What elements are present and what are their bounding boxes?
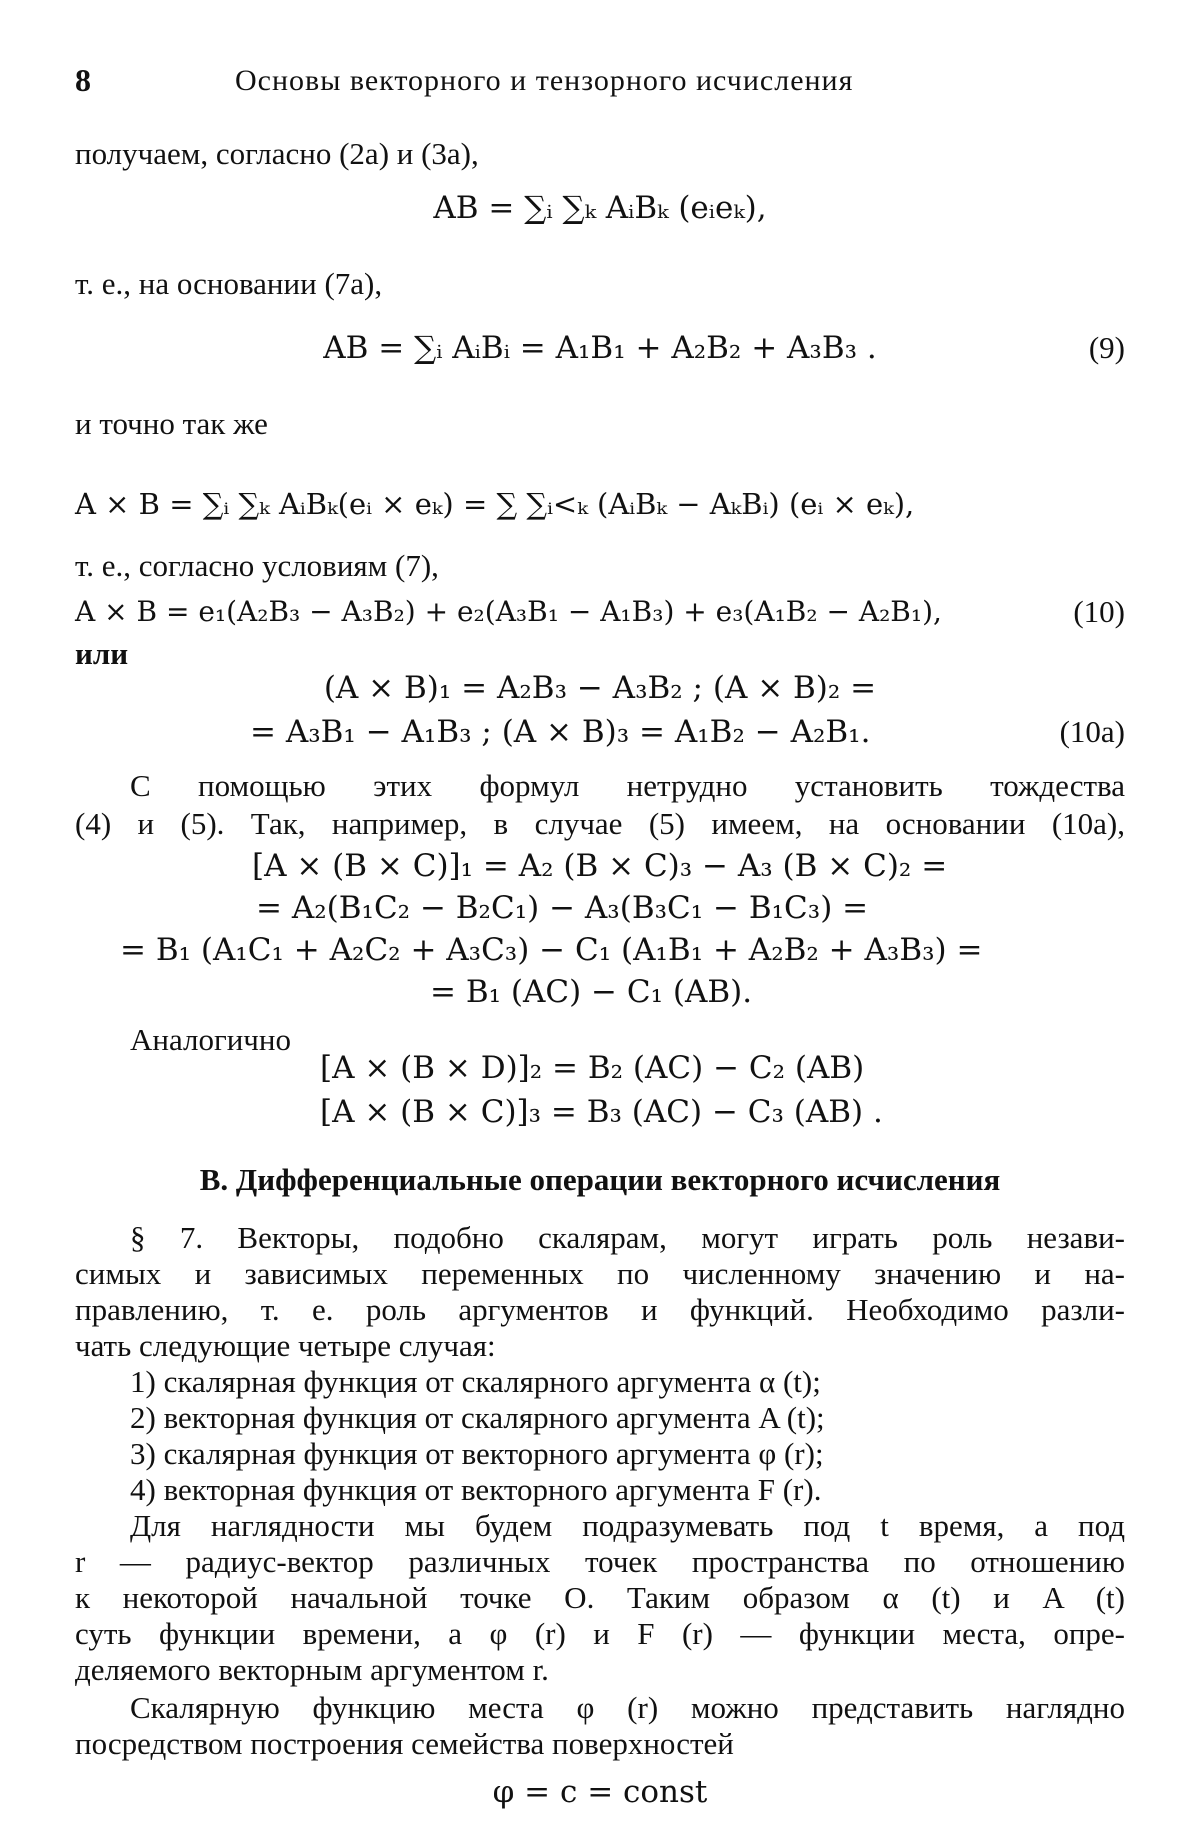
list-item: 3) скалярная функция от векторного аргумента φ (r);	[130, 1436, 824, 1471]
text-line: т. е., согласно условиям (7),	[75, 548, 439, 583]
equation: [A × (B × D)]₂ = B₂ (AC) − C₂ (AB)	[320, 1050, 865, 1086]
equation: = A₂(B₁C₂ − B₂C₁) − A₃(B₃C₁ − B₁C₃) =	[256, 890, 869, 926]
equation: = A₃B₁ − A₁B₃ ; (A × B)₃ = A₁B₂ − A₂B₁.	[250, 714, 871, 750]
page-number: 8	[75, 62, 91, 98]
paragraph-line: к некоторой начальной точке O. Таким образом α (t) и A (t)	[75, 1580, 1125, 1615]
text-line: Аналогично	[130, 1022, 291, 1057]
paragraph-line: посредством построения семейства поверхностей	[75, 1726, 734, 1761]
paragraph-line: Для наглядности мы будем подразумевать под t время, а под	[130, 1508, 1125, 1543]
paragraph-line: С помощью этих формул нетрудно установить тождества	[130, 768, 1125, 803]
equation: = B₁ (A₁C₁ + A₂C₂ + A₃C₃) − C₁ (A₁B₁ + A₂B₂ + A₃B₃) =	[120, 932, 983, 968]
list-item: 4) векторная функция от векторного аргумента F (r).	[130, 1472, 822, 1507]
running-title: Основы векторного и тензорного исчисления	[235, 64, 854, 97]
equation: = B₁ (AC) − C₁ (AB).	[430, 974, 753, 1010]
paragraph-line: § 7. Векторы, подобно скалярам, могут играть роль незави-	[130, 1220, 1125, 1255]
equation: AB = ∑ᵢ AᵢBᵢ = A₁B₁ + A₂B₂ + A₃B₃ .	[323, 330, 877, 366]
equation: φ = c = const	[492, 1774, 708, 1810]
equation: AB = ∑ᵢ ∑ₖ AᵢBₖ (eᵢeₖ),	[433, 190, 767, 226]
equation: [A × (B × C)]₃ = B₃ (AC) − C₃ (AB) .	[320, 1094, 883, 1130]
section-heading: B. Дифференциальные операции векторного исчисления	[199, 1162, 1001, 1197]
equation-number: (10)	[1073, 594, 1125, 629]
list-item: 1) скалярная функция от скалярного аргумента α (t);	[130, 1364, 821, 1399]
equation-number: (10а)	[1059, 714, 1125, 749]
paragraph-line: суть функции времени, а φ (r) и F (r) — функции места, опре-	[75, 1616, 1125, 1651]
paragraph-line: правлению, т. е. роль аргументов и функций. Необходимо разли-	[75, 1292, 1125, 1327]
equation: (A × B)₁ = A₂B₃ − A₃B₂ ; (A × B)₂ =	[323, 670, 877, 706]
text-line: получаем, согласно (2а) и (3а),	[75, 136, 479, 171]
paragraph-line: деляемого векторным аргументом r.	[75, 1652, 549, 1687]
equation: A × B = e₁(A₂B₃ − A₃B₂) + e₂(A₃B₁ − A₁B₃) + e₃(A₁B₂ − A₂B₁),	[75, 595, 942, 628]
paragraph-line: симых и зависимых переменных по численному значению и на-	[75, 1256, 1125, 1291]
equation: [A × (B × C)]₁ = A₂ (B × C)₃ − A₃ (B × C)₂ =	[252, 848, 948, 884]
text-line: т. е., на основании (7а),	[75, 266, 383, 301]
paragraph-line: чать следующие четыре случая:	[75, 1328, 496, 1363]
text-line: и точно так же	[75, 406, 268, 441]
paragraph-line: r — радиус-вектор различных точек пространства по отношению	[75, 1544, 1125, 1579]
paragraph-line: (4) и (5). Так, например, в случае (5) имеем, на основании (10а),	[75, 806, 1125, 841]
paragraph-line: Скалярную функцию места φ (r) можно представить наглядно	[130, 1690, 1125, 1725]
list-item: 2) векторная функция от скалярного аргумента A (t);	[130, 1400, 825, 1435]
equation-number: (9)	[1088, 330, 1125, 365]
text-line: или	[75, 636, 129, 671]
equation: A × B = ∑ᵢ ∑ₖ AᵢBₖ(eᵢ × eₖ) = ∑ ∑ᵢ<ₖ (AᵢBₖ − AₖBᵢ) (eᵢ × eₖ),	[75, 487, 915, 521]
